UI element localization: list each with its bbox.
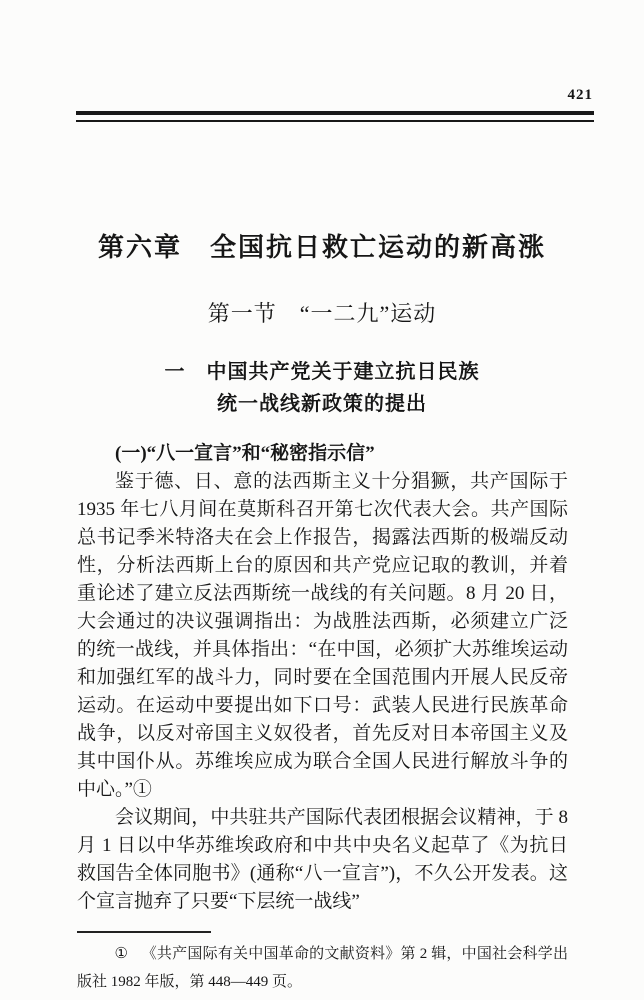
footnote-separator-rule <box>77 931 211 933</box>
footnote <box>77 940 568 996</box>
section-title: 第一节 “一二九”运动 <box>207 301 437 326</box>
subsection-title <box>0 356 644 420</box>
paragraph-1: 鉴于德、日、意的法西斯主义十分猖獗，共产国际于 1935 年七八月间在莫斯科召开第七次代表大会。共产国际总书记季米特洛夫在会上作报告，揭露法西斯的极端反动性，分析法西斯上台的原因和共产党应记取的教训，并着重论述了建立反法西斯统一战线的有关问题。8 月 20 日，大会通过的决议强调指出：为战胜法西斯，必须建立广泛的统一战线，并具体指出：“在中国，必须扩大苏维埃运动和加强红军的战斗力，同时要在全国范围内开展人民反帝运动。在运动中要提出如下口号：武装人民进行民族革命战争，以反对帝国主义奴役者，首先反对日本帝国主义及其中国仆从。苏维埃应成为联合全国人民进行解放斗争的中心。”① <box>77 471 568 800</box>
paragraph-2: 会议期间，中共驻共产国际代表团根据会议精神，于 8 月 1 日以中华苏维埃政府和中共中央名义起草了《为抗日救国告全体同胞书》(通称“八一宣言”)，不久公开发表。这个宣言抛弃了只要“下层统一战线” <box>77 807 568 912</box>
subsection-title-line-1: 一 中国共产党关于建立抗日民族 <box>164 361 480 383</box>
subsection-title-line-2: 统一战线新政策的提出 <box>217 393 427 415</box>
chapter-title: 第六章 全国抗日救亡运动的新高涨 <box>97 233 546 262</box>
header-rule <box>76 111 594 122</box>
body-text-block <box>77 440 568 996</box>
footnote-text: 《共产国际有关中国革命的文献资料》第 2 辑，中国社会科学出版社 1982 年版，第 448—449 页。 <box>77 946 568 990</box>
footnote-marker: ① <box>114 946 129 962</box>
body-subheading: (一)“八一宣言”和“秘密指示信” <box>115 443 375 464</box>
page-number: 421 <box>567 87 593 103</box>
